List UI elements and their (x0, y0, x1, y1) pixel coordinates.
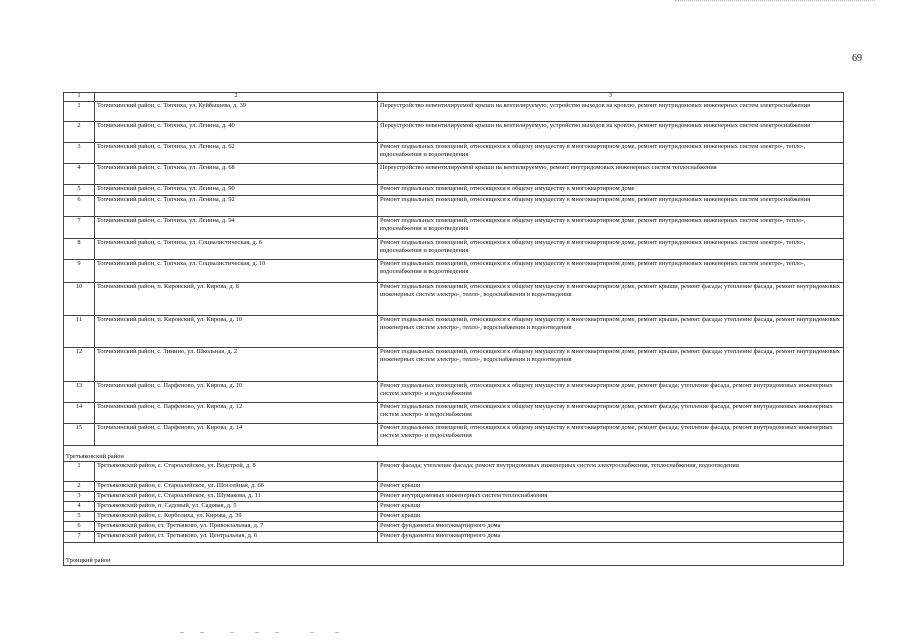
row-work: Ремонт подвальных помещений, относящихся к общему имуществу в многоквартирном доме, ремонт фасада; утепление фасада, ремонт внутридомовых инженерных систем электро- и водоснабжения (378, 403, 844, 424)
header-col-2: 2 (95, 93, 378, 102)
row-address: Третьяковский район, ст. Третьяково, ул. Центральная, д. 6 (95, 532, 378, 543)
row-address: Топчихинский район, п. Кировский, ул. Кирова, д. 8 (95, 283, 378, 316)
row-number: 4 (64, 502, 95, 512)
row-number: 7 (64, 532, 95, 543)
table-row (64, 512, 844, 522)
table-header-row (64, 93, 844, 102)
table-row (64, 122, 844, 143)
table-row (64, 239, 844, 260)
row-number: 6 (64, 522, 95, 532)
row-address: Третьяковский район, с. Корболиха, ул. Кирова, д. 39 (95, 512, 378, 522)
row-number: 12 (64, 348, 95, 382)
row-work: Ремонт фундамента многоквартирного дома (378, 522, 844, 532)
row-work: Ремонт подвальных помещений, относящихся к общему имуществу в многоквартирном доме, ремонт внутридомовых инженерных систем электроснабжения (378, 196, 844, 217)
row-address: Третьяковский район, с. Староалейское, ул. Шумакова, д. 11 (95, 492, 378, 502)
row-number: 8 (64, 239, 95, 260)
row-number: 15 (64, 424, 95, 446)
region-row (64, 446, 844, 462)
table-row (64, 424, 844, 446)
row-work: Ремонт крыши (378, 502, 844, 512)
row-work: Ремонт фасада; утепление фасада; ремонт внутридомовых инженерных систем электроснабжения, теплоснабжения, водоотведения (378, 462, 844, 482)
row-work: Ремонт крыши (378, 482, 844, 492)
row-address: Топчихинский район, с. Зимино, ул. Школьная, д. 2 (95, 348, 378, 382)
table-row (64, 185, 844, 196)
table-row (64, 482, 844, 492)
row-address: Третьяковский район, ст. Третьяково, ул. Привокзальная, д. 7 (95, 522, 378, 532)
table-row (64, 348, 844, 382)
row-address: Топчихинский район, с. Топчиха, ул. Ленина, д. 94 (95, 217, 378, 239)
row-number: 5 (64, 185, 95, 196)
scan-mark (675, 0, 875, 3)
row-number: 3 (64, 143, 95, 164)
row-work: Ремонт подвальных помещений, относящихся к общему имуществу в многоквартирном доме, ремонт внутридомовых инженерных систем электро-, тепло-, водоснабжения и водоотведения (378, 143, 844, 164)
row-address: Топчихинский район, с. Топчиха, ул. Социалистическая, д. 10 (95, 260, 378, 283)
table-row (64, 164, 844, 185)
row-work: Ремонт внутридомовых инженерных систем теплоснабжения (378, 492, 844, 502)
row-work: Ремонт подвальных помещений, относящихся к общему имуществу в многоквартирном доме, ремонт крыши, ремонт фасада; утепление фасада, ремонт внутридомовых инженерных систем электро-, тепло-, водоснабжения и водоотведения (378, 283, 844, 316)
row-address: Топчихинский район, п. Кировский, ул. Кирова, д. 10 (95, 316, 378, 348)
row-number: 3 (64, 492, 95, 502)
row-work: Переустройство невентилируемой крыши на вентилируемую, устройство выходов на кровлю, ремонт внутридомовых инженерных систем электроснабжения (378, 122, 844, 143)
region-row (64, 543, 844, 566)
row-work: Ремонт подвальных помещений, относящихся к общему имуществу в многоквартирном доме, ремонт внутридомовых инженерных систем электро-, тепло-, водоснабжения и водоотведения (378, 260, 844, 283)
region-heading: Третьяковский район (64, 446, 844, 462)
table-row (64, 462, 844, 482)
row-number: 2 (64, 122, 95, 143)
table-row (64, 502, 844, 512)
row-number: 10 (64, 283, 95, 316)
page-number: 69 (852, 53, 862, 64)
row-address: Топчихинский район, с. Парфеново, ул. Кирова, д. 14 (95, 424, 378, 446)
table-row (64, 283, 844, 316)
row-work: Ремонт подвальных помещений, относящихся к общему имуществу в многоквартирном доме, ремонт фасада; утепление фасада, ремонт внутридомовых инженерных систем электро- и водоснабжения (378, 382, 844, 403)
row-work: Переустройство невентилируемой крыши на вентилируемую, ремонт внутридомовых инженерных систем теплоснабжения (378, 164, 844, 185)
row-address: Третьяковский район, с. Староалейское, ул. Шоссейная, д. 66 (95, 482, 378, 492)
row-address: Третьяковский район, п. Садовый, ул. Садовая, д. 5 (95, 502, 378, 512)
table-row (64, 217, 844, 239)
row-number: 6 (64, 196, 95, 217)
header-col-3: 3 (378, 93, 844, 102)
row-work: Ремонт подвальных помещений, относящихся к общему имуществу в многоквартирном доме, ремонт крыши, ремонт фасада; утепление фасада, ремонт внутридомовых инженерных систем электро-, тепло-, водоснабжения и водоотведения (378, 348, 844, 382)
table-row (64, 382, 844, 403)
row-address: Третьяковский район, с. Староалейское, ул. Водстрой, д. 8 (95, 462, 378, 482)
header-col-1: 1 (64, 93, 95, 102)
row-address: Топчихинский район, с. Топчиха, ул. Ленина, д. 92 (95, 196, 378, 217)
row-number: 2 (64, 482, 95, 492)
table-row (64, 403, 844, 424)
row-address: Топчихинский район, с. Парфеново, ул. Кирова, д. 12 (95, 403, 378, 424)
row-number: 7 (64, 217, 95, 239)
table-row (64, 196, 844, 217)
table-row (64, 492, 844, 502)
row-address: Топчихинский район, с. Парфеново, ул. Кирова, д. 10 (95, 382, 378, 403)
repair-table (63, 92, 844, 566)
row-number: 1 (64, 102, 95, 122)
row-address: Топчихинский район, с. Топчиха, ул. Ленина, д. 62 (95, 143, 378, 164)
row-work: Ремонт подвальных помещений, относящихся к общему имуществу в многоквартирном доме, ремонт крыши, ремонт фасада; утепление фасада, ремонт внутридомовых инженерных систем электро-, тепло-, водоснабжения и водоотведения (378, 316, 844, 348)
row-number: 14 (64, 403, 95, 424)
row-address: Топчихинский район, с. Топчиха, ул. Ленина, д. 90 (95, 185, 378, 196)
table-row (64, 102, 844, 122)
row-number: 1 (64, 462, 95, 482)
row-work: Ремонт подвальных помещений, относящихся к общему имуществу в многоквартирном доме, ремонт внутридомовых инженерных систем электро-, тепло-, водоснабжения и водоотведения (378, 239, 844, 260)
region-heading: Троицкий район (64, 543, 844, 566)
row-number: 11 (64, 316, 95, 348)
row-work: Ремонт крыши (378, 512, 844, 522)
table-row (64, 522, 844, 532)
table-row (64, 316, 844, 348)
scan-artifact (180, 632, 380, 638)
row-address: Топчихинский район, с. Топчиха, ул. Куйбышева, д. 39 (95, 102, 378, 122)
row-address: Топчихинский район, с. Топчиха, ул. Ленина, д. 40 (95, 122, 378, 143)
row-work: Ремонт подвальных помещений, относящихся к общему имуществу в многоквартирном доме, ремонт внутридомовых инженерных систем электро-, тепло-, водоснабжения и водоотведения (378, 217, 844, 239)
table-row (64, 260, 844, 283)
row-number: 13 (64, 382, 95, 403)
row-number: 9 (64, 260, 95, 283)
row-number: 4 (64, 164, 95, 185)
row-work: Переустройство невентилируемой крыши на вентилируемую, устройство выходов на кровлю, ремонт внутридомовых инженерных систем электроснабжения (378, 102, 844, 122)
row-work: Ремонт подвальных помещений, относящихся к общему имуществу в многоквартирном доме (378, 185, 844, 196)
table-row (64, 143, 844, 164)
table-row (64, 532, 844, 543)
row-work: Ремонт подвальных помещений, относящихся к общему имуществу в многоквартирном доме, ремонт фасада; утепление фасада, ремонт внутридомовых инженерных систем электро- и водоснабжения (378, 424, 844, 446)
row-work: Ремонт фундамента многоквартирного дома (378, 532, 844, 543)
row-address: Топчихинский район, с. Топчиха, ул. Ленина, д. 68 (95, 164, 378, 185)
row-address: Топчихинский район, с. Топчиха, ул. Социалистическая, д. 6 (95, 239, 378, 260)
row-number: 5 (64, 512, 95, 522)
